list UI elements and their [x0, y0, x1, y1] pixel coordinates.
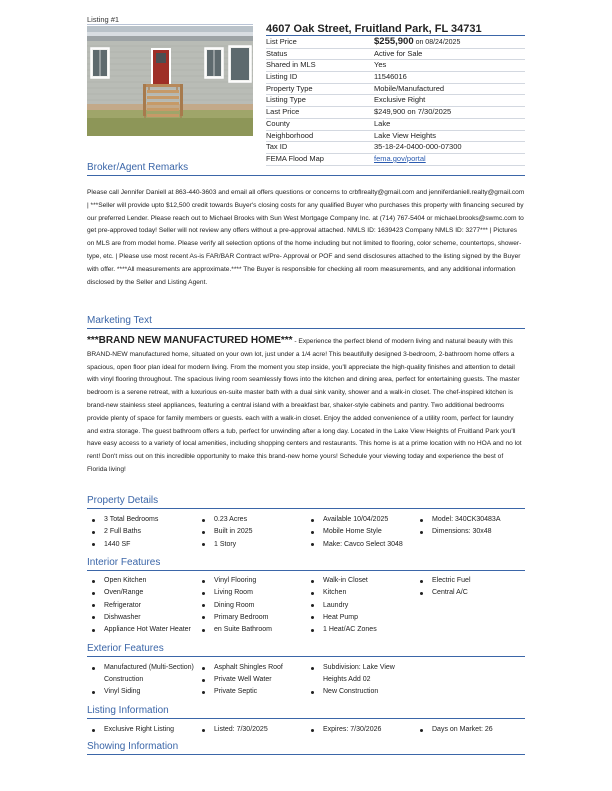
- fact-row: [266, 84, 525, 96]
- fact-value: Yes: [374, 60, 387, 70]
- list-item: Vinyl Flooring: [197, 575, 306, 587]
- list-column: [306, 575, 415, 636]
- list-item: Expires: 7/30/2026: [306, 724, 415, 736]
- section-heading-property-details: Property Details: [87, 495, 525, 509]
- property-address: 4607 Oak Street, Fruitland Park, FL 34731: [266, 23, 482, 35]
- list-item: Living Room: [197, 587, 306, 599]
- list-item: Dining Room: [197, 600, 306, 612]
- list-item: Electric Fuel: [415, 575, 525, 587]
- fact-value: Mobile/Manufactured: [374, 83, 445, 93]
- fact-value: Lake: [374, 118, 391, 128]
- property-photo: [87, 26, 253, 136]
- list-item: 1 Story: [197, 539, 306, 551]
- list-column: [87, 575, 197, 636]
- fact-value: Exclusive Right: [374, 95, 426, 105]
- list-item: Private Septic: [197, 686, 306, 698]
- list-item: Available 10/04/2025: [306, 514, 415, 526]
- fema-link[interactable]: fema.gov/portal: [374, 153, 426, 163]
- list-column: [415, 575, 525, 636]
- list-column: [306, 514, 415, 551]
- fact-row: [266, 142, 525, 154]
- list-column: [415, 662, 525, 698]
- fact-row: [266, 60, 525, 72]
- list-column: [306, 662, 415, 698]
- list-item: Make: Cavco Select 3048: [306, 539, 415, 551]
- divider: [87, 24, 253, 25]
- list-item: Asphalt Shingles Roof: [197, 662, 306, 674]
- exterior-features-list: [87, 662, 525, 698]
- fact-value: Active for Sale: [374, 48, 423, 58]
- list-item: Appliance Hot Water Heater: [87, 624, 197, 636]
- fact-key: Listing Type: [266, 95, 306, 105]
- fact-key: County: [266, 118, 290, 128]
- fact-row: [266, 37, 525, 49]
- fact-row: [266, 131, 525, 143]
- list-item: en Suite Bathroom: [197, 624, 306, 636]
- fact-key: Tax ID: [266, 142, 288, 152]
- section-heading-remarks: Broker/Agent Remarks: [87, 162, 525, 176]
- list-column: [415, 724, 525, 736]
- list-column: [197, 514, 306, 551]
- list-item: Private Well Water: [197, 674, 306, 686]
- section-heading-interior: Interior Features: [87, 557, 525, 571]
- list-item: Vinyl Siding: [87, 686, 197, 698]
- marketing-body: - Experience the perfect blend of modern living and natural beauty with this BRAND-NEW manufactured home, situated on your own lot, just under a 1/4 acre! This beautifully designed 3-bedroom, 2-bathroom home offers a spacious, open floor plan ideal for modern living. From the moment you step inside, you'll appreciate the high-quality finishes and attention to detail with vinyl flooring throughout. The spacious living room seamlessly flows into the kitchen and dining area, perfect for entertaining guests. The master bedroom is a serene retreat, with a luxurious en-suite master bath with a dual sink vanity, shower and a walk-in closet. The chef-inspired kitchen is brand-new stainless steel appliances, featuring a central island with a breakfast bar, shaker-style cabinets and pantry. Two additional bedrooms provide plenty of space for family members or guests. each with a walk-in closet. Enjoy the added convenience of a utility room, perfect for laundry and extra storage. The guest bathroom offers a tub, perfect for unwinding after a long day. Located in the Lake View Heights of Fruitland Park you'll have easy access to a variety of local amenities, including shopping centers and restaurants. This home is at a prime location with no HOA and no lot rent! Don't miss out on this incredible opportunity to make this brand-new home yours! Schedule your viewing today and experience the best of Florida living!: [87, 338, 522, 473]
- fact-value: Lake View Heights: [374, 130, 436, 140]
- fact-row: [266, 119, 525, 131]
- list-item: New Construction: [306, 686, 415, 698]
- list-item: Heat Pump: [306, 612, 415, 624]
- list-item: Dimensions: 30x48: [415, 526, 525, 538]
- section-heading-exterior: Exterior Features: [87, 643, 525, 657]
- list-price-date: on 08/24/2025: [413, 39, 461, 46]
- listing-info-list: [87, 724, 525, 736]
- remarks-text: Please call Jennifer Daniell at 863-440-3603 and email all offers questions or concerns to crbflrealty@gmail.com and jenniferdaniell.realty@gmail.com | ***Seller will provide upto $12,500 credit towards Buyer's closing costs for any qualified Buyer who purchases this property with financing secured by our preferred Lender. Please reach out to Michael Brooks with Sun West Mortgage Company Inc. at (714) 767-5404 or michael.brooks@swmc.com to get pre-approved today! Seller will not review any offers without a pre-approval attached. NMLS ID: 1639423 Company NMLS ID: 3277*** | Pictures on MLS are from model home. Please verify all selection options of the home including but not limited to flooring, color scheme, countertops, shower-type, etc. | Please use most recent As-is FAR/BAR Contract w/Pre- Approval or POF and send disclosures attached to the listing signed by the Buyer with offer. ****All measurements are approximate.**** The Buyer is responsible for checking all room measurements, and any additional information disclosed by the Seller and Listing Agent.: [87, 189, 525, 286]
- fact-row: [266, 72, 525, 84]
- list-item: Oven/Range: [87, 587, 197, 599]
- fact-key: List Price: [266, 37, 297, 46]
- marketing-text: [87, 335, 525, 477]
- fact-key: Neighborhood: [266, 130, 314, 140]
- list-column: [306, 724, 415, 736]
- list-item: Open Kitchen: [87, 575, 197, 587]
- fact-key: Property Type: [266, 83, 313, 93]
- list-item: Model: 340CK30483A: [415, 514, 525, 526]
- fact-value: [374, 37, 525, 48]
- fact-row: [266, 95, 525, 107]
- list-item: Walk-in Closet: [306, 575, 415, 587]
- list-item: Listed: 7/30/2025: [197, 724, 306, 736]
- interior-features-list: [87, 575, 525, 636]
- list-column: [197, 662, 306, 698]
- list-item: Manufactured (Multi-Section) Construction: [87, 662, 197, 686]
- list-item: Subdivision: Lake View Heights Add 02: [306, 662, 415, 686]
- list-item: Built in 2025: [197, 526, 306, 538]
- list-item: 3 Total Bedrooms: [87, 514, 197, 526]
- fact-row: [266, 107, 525, 119]
- list-item: Kitchen: [306, 587, 415, 599]
- marketing-lead: ***BRAND NEW MANUFACTURED HOME***: [87, 335, 293, 346]
- fact-value: $249,900 on 7/30/2025: [374, 107, 452, 117]
- list-item: 1440 SF: [87, 539, 197, 551]
- listing-number: Listing #1: [87, 15, 120, 24]
- list-column: [87, 662, 197, 698]
- list-column: [415, 514, 525, 551]
- facts-table: [266, 37, 525, 166]
- list-item: Laundry: [306, 600, 415, 612]
- list-price: $255,900: [374, 36, 414, 47]
- property-details-list: [87, 514, 525, 551]
- list-item: Exclusive Right Listing: [87, 724, 197, 736]
- fact-value: 11546016: [374, 72, 407, 82]
- fact-key: Shared in MLS: [266, 60, 316, 70]
- fact-key: Status: [266, 48, 288, 58]
- list-column: [87, 514, 197, 551]
- list-item: 2 Full Baths: [87, 526, 197, 538]
- list-column: [87, 724, 197, 736]
- list-item: Primary Bedroom: [197, 612, 306, 624]
- list-item: Dishwasher: [87, 612, 197, 624]
- list-column: [197, 724, 306, 736]
- fact-row: [266, 49, 525, 61]
- fact-key: Listing ID: [266, 72, 298, 82]
- list-item: 1 Heat/AC Zones: [306, 624, 415, 636]
- section-heading-showing: Showing Information: [87, 741, 525, 755]
- section-heading-listing-info: Listing Information: [87, 705, 525, 719]
- list-item: Days on Market: 26: [415, 724, 525, 736]
- fact-key: Last Price: [266, 107, 300, 117]
- fact-value: 35-18-24-0400-000-07300: [374, 142, 462, 152]
- list-item: Refrigerator: [87, 600, 197, 612]
- list-column: [197, 575, 306, 636]
- list-item: 0.23 Acres: [197, 514, 306, 526]
- section-heading-marketing: Marketing Text: [87, 315, 525, 329]
- list-item: Mobile Home Style: [306, 526, 415, 538]
- fact-key: FEMA Flood Map: [266, 153, 324, 163]
- list-item: Central A/C: [415, 587, 525, 599]
